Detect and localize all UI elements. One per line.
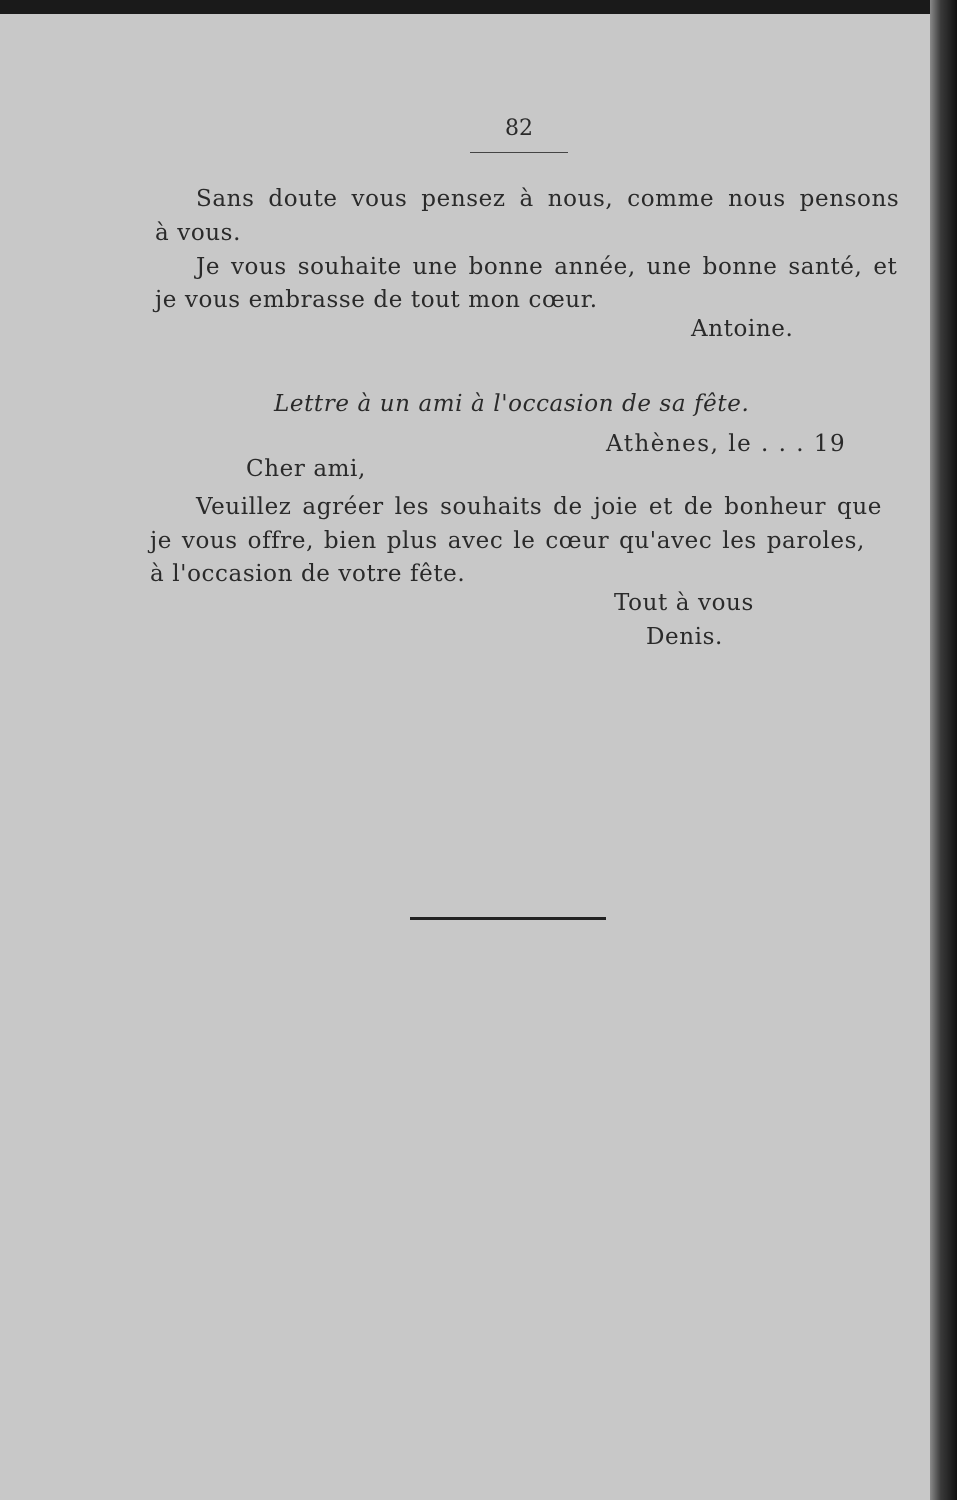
letter1-line: Je vous souhaite une bonne année, une bonne santé, et: [196, 254, 898, 280]
letter1-line: à vous.: [155, 220, 241, 246]
page-number: 82: [505, 116, 533, 141]
letter2-line: Veuillez agréer les souhaits de joie et de bonheur que: [196, 494, 882, 520]
letter2-place-date: Athènes, le . . . 19: [606, 431, 847, 457]
letter1-line: Sans doute vous pensez à nous, comme nous pensons: [196, 186, 900, 212]
scan-top-border: [0, 0, 957, 14]
letter1-signature: Antoine.: [691, 316, 794, 342]
letter2-line: à l'occasion de votre fête.: [150, 561, 466, 587]
scan-right-border: [930, 0, 957, 1500]
letter2-closing: Tout à vous: [614, 590, 754, 616]
letter2-salutation: Cher ami,: [246, 456, 366, 482]
section-end-rule: [410, 917, 606, 920]
letter2-signature: Denis.: [646, 624, 723, 650]
letter1-line: je vous embrasse de tout mon cœur.: [155, 287, 598, 313]
letter2-title: Lettre à un ami à l'occasion de sa fête.: [274, 391, 750, 417]
page-paper: [0, 14, 930, 1500]
letter2-line: je vous offre, bien plus avec le cœur qu'avec les paroles,: [150, 528, 865, 554]
page-number-rule: [470, 152, 568, 153]
